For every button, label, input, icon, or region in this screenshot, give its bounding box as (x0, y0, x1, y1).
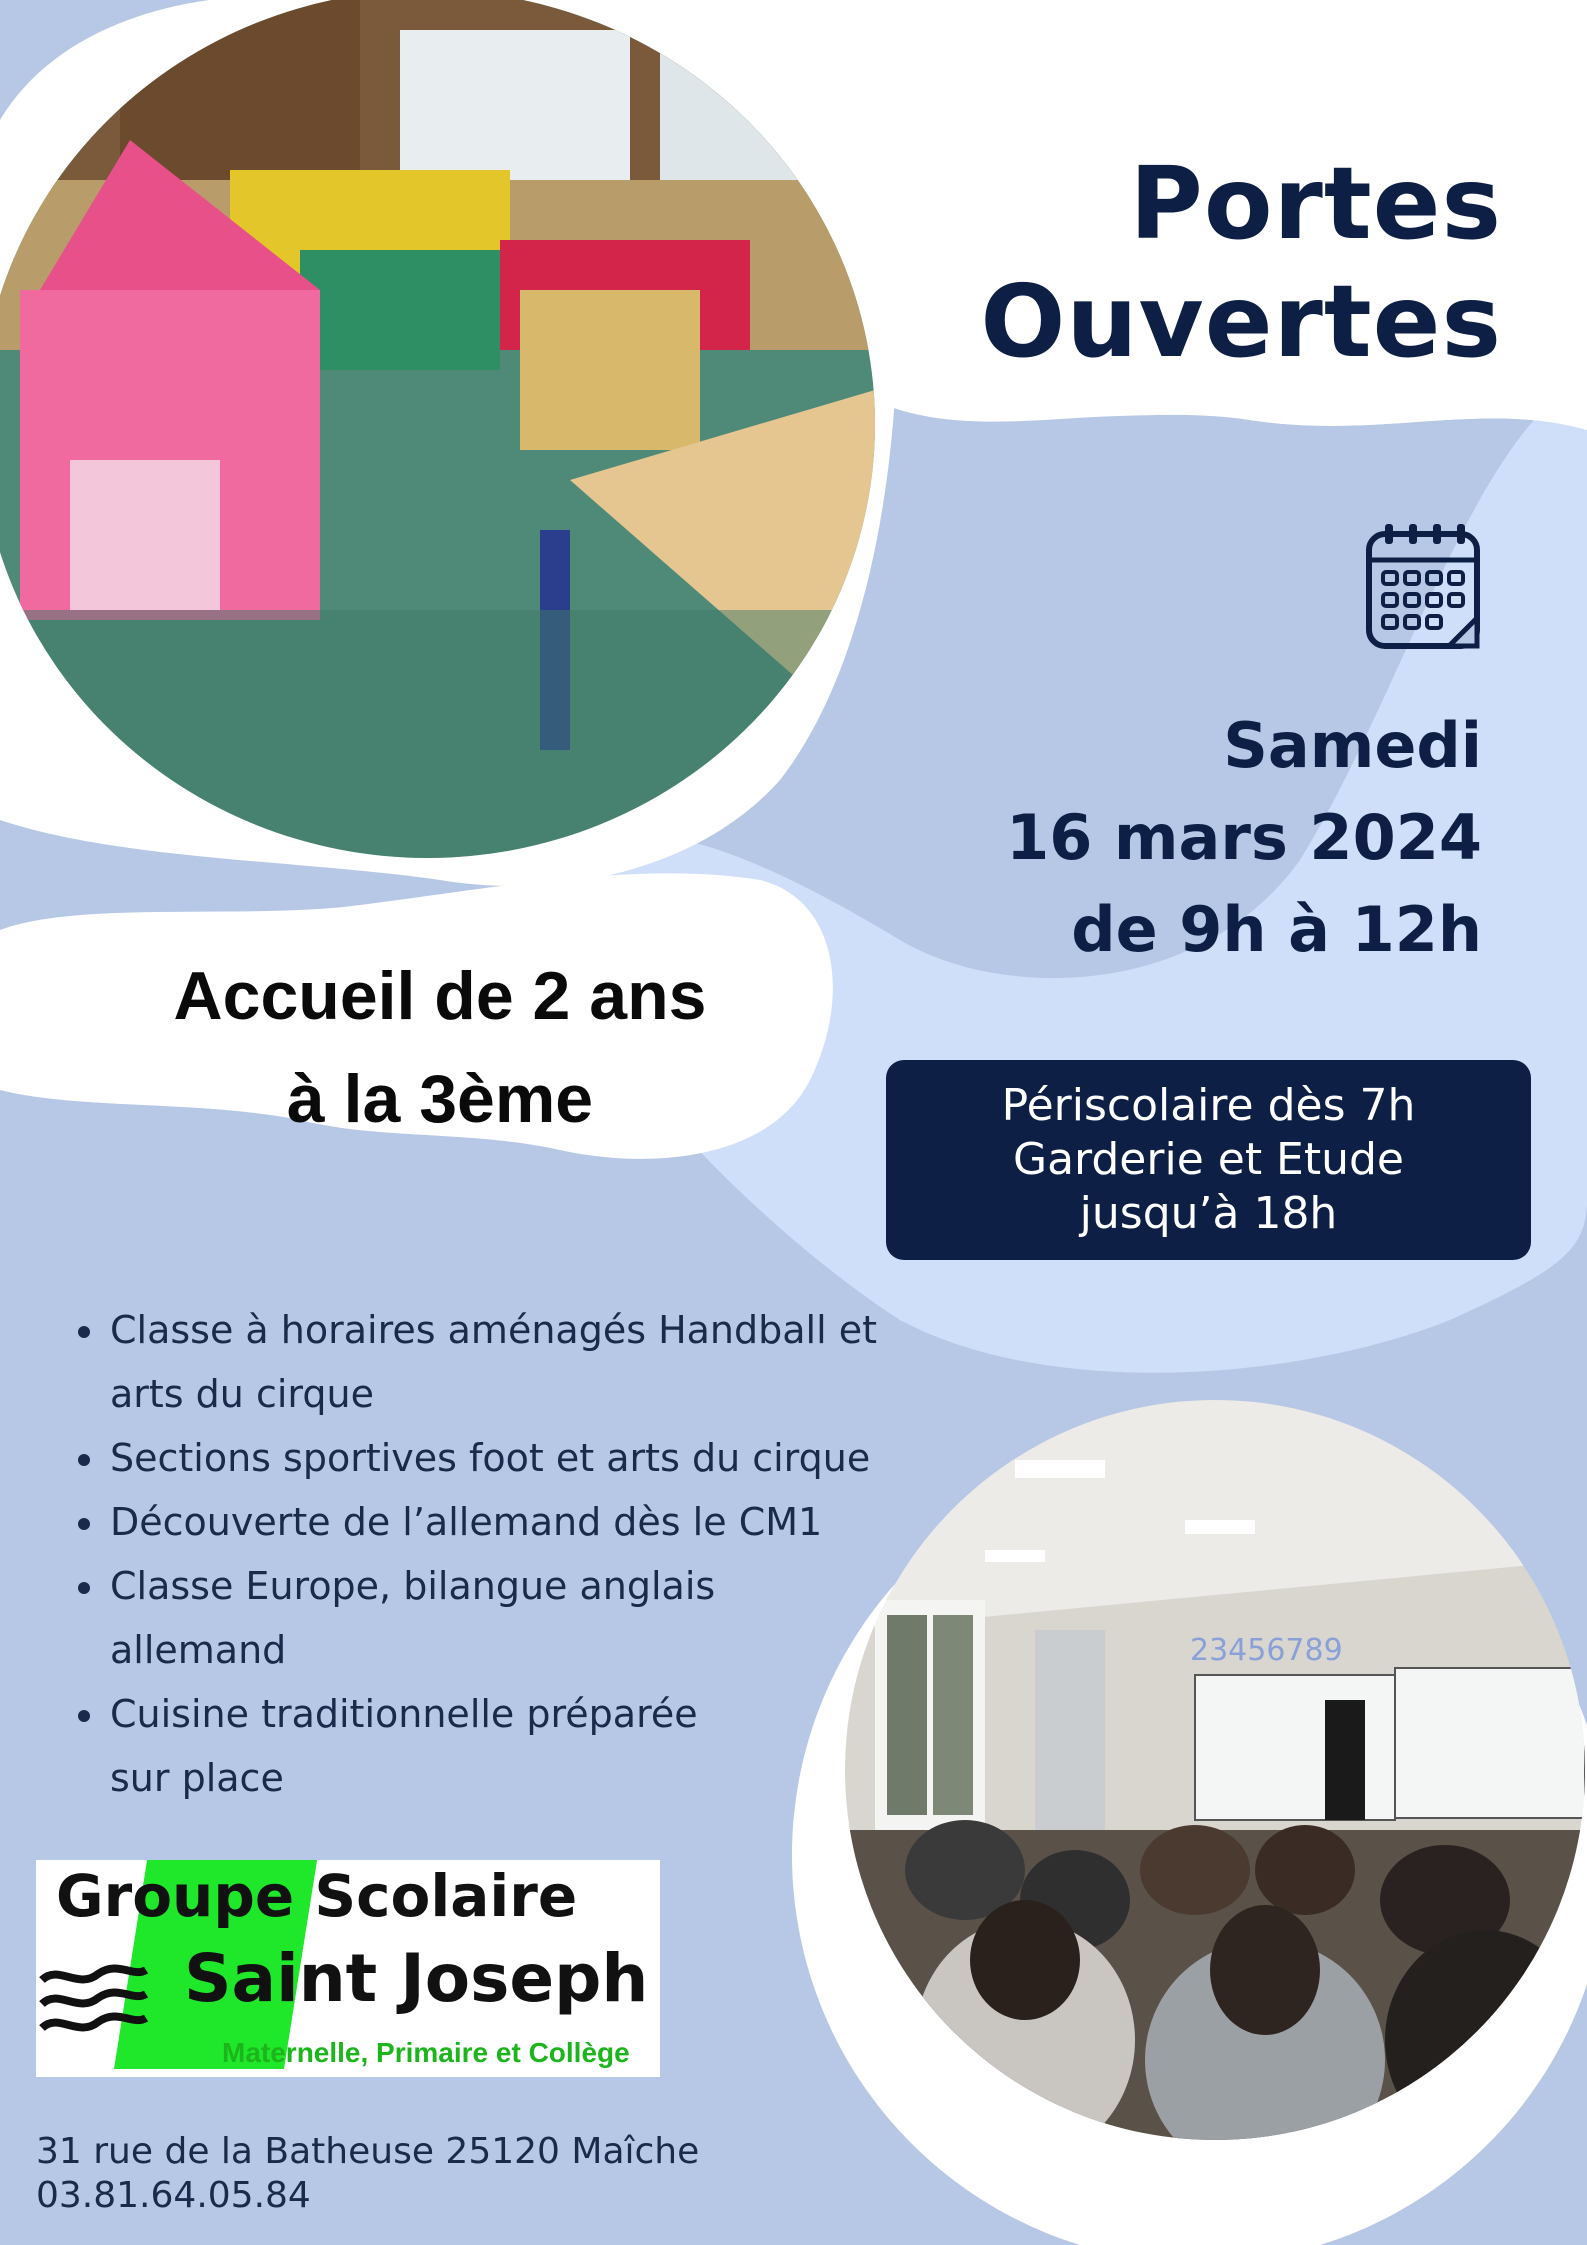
feature-item: Classe Europe, bilangue anglais allemand (70, 1554, 770, 1682)
event-day: Samedi (1223, 709, 1482, 782)
periscolaire-line-3: jusqu’à 18h (1079, 1188, 1338, 1239)
page-title (980, 145, 1502, 381)
logo-line-2: Saint Joseph (184, 1940, 649, 2017)
tagline-line-1: Accueil de 2 ans (173, 958, 707, 1034)
classroom-nursery-photo (0, 0, 875, 858)
age-range-tagline (150, 945, 730, 1151)
classroom-college-photo (845, 1400, 1585, 2140)
event-date (1006, 700, 1482, 976)
features-list (70, 1298, 890, 1810)
svg-text:23456789: 23456789 (1190, 1633, 1343, 1668)
logo-waves-icon (38, 1960, 148, 2050)
calendar-icon (1365, 520, 1485, 652)
feature-item: Classe à horaires aménagés Handball et arts du cirque (70, 1298, 910, 1426)
address: 31 rue de la Batheuse 25120 Maîche (36, 2131, 700, 2172)
phone: 03.81.64.05.84 (36, 2175, 311, 2216)
title-line-2: Ouvertes (980, 263, 1502, 380)
title-line-1: Portes (1129, 145, 1502, 262)
event-hours: de 9h à 12h (1071, 893, 1482, 966)
school-logo (36, 1860, 660, 2077)
logo-line-1: Groupe Scolaire (56, 1862, 578, 1930)
periscolaire-line-1: Périscolaire dès 7h (1001, 1080, 1416, 1131)
periscolaire-box (886, 1060, 1531, 1260)
contact-info (36, 2130, 699, 2218)
logo-line-3: Maternelle, Primaire et Collège (222, 2037, 630, 2068)
feature-item: Cuisine traditionnelle préparée sur place (70, 1682, 730, 1810)
feature-item: Sections sportives foot et arts du cirque (70, 1426, 890, 1490)
tagline-line-2: à la 3ème (286, 1061, 594, 1137)
periscolaire-line-2: Garderie et Etude (1013, 1134, 1404, 1185)
feature-item: Découverte de l’allemand dès le CM1 (70, 1490, 890, 1554)
event-date-value: 16 mars 2024 (1006, 801, 1482, 874)
